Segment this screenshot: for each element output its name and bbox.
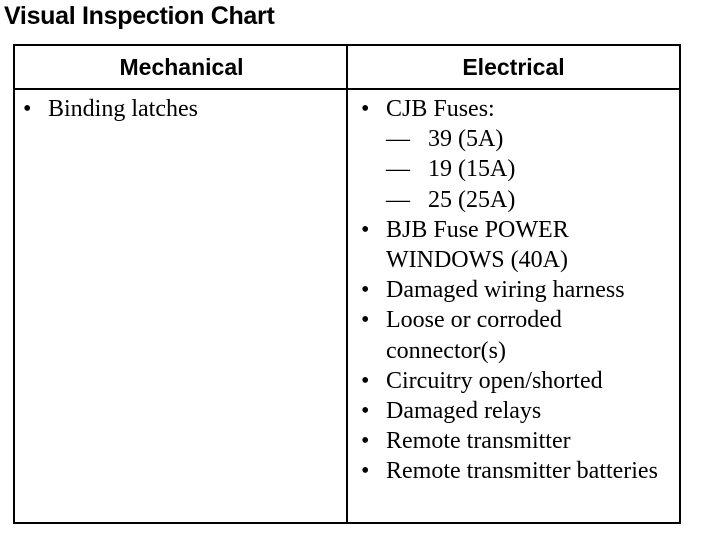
bullet-icon: • [23,96,32,122]
item-text: Loose or corroded connector(s) [386,307,562,364]
inspection-table [13,44,681,524]
fuse-text: 39 (5A) [428,126,504,153]
list-item [361,456,677,486]
bullet-icon: • [361,96,370,122]
item-text: Remote transmitter batteries [386,458,658,485]
bullet-icon: • [361,428,370,455]
dash-icon: — [386,186,410,213]
list-item [361,396,677,426]
item-text: Damaged wiring harness [386,277,625,304]
list-item [361,275,677,305]
dash-icon: — [386,126,410,153]
item-text: Circuitry open/shorted [386,367,603,394]
electrical-header: Electrical [348,46,679,90]
bullet-icon: • [361,398,370,425]
bullet-icon: • [361,367,370,394]
chart-title: Visual Inspection Chart [4,2,275,30]
fuse-sub-item [361,124,677,154]
list-item [361,426,677,456]
list-item [23,94,341,124]
item-text: Remote transmitter [386,428,571,455]
item-text: Damaged relays [386,398,542,425]
bullet-icon: • [361,277,370,304]
fuse-text: 19 (15A) [428,156,516,183]
item-text: BJB Fuse POWER WINDOWS (40A) [386,216,569,274]
bullet-icon: • [361,458,370,485]
dash-icon: — [386,156,410,183]
bullet-icon: • [361,307,370,334]
column-divider [346,46,348,522]
item-text: CJB Fuses: [386,96,495,122]
mechanical-column [23,94,341,124]
mechanical-header: Mechanical [15,46,348,90]
fuse-sub-item [361,154,677,184]
electrical-column [361,94,677,487]
list-item [361,366,677,396]
fuse-text: 25 (25A) [428,186,516,213]
item-text: Binding latches [48,96,198,122]
fuse-sub-item [361,185,677,215]
bullet-icon: • [361,216,370,243]
list-item [361,94,677,124]
list-item [361,215,677,275]
list-item [361,305,677,365]
